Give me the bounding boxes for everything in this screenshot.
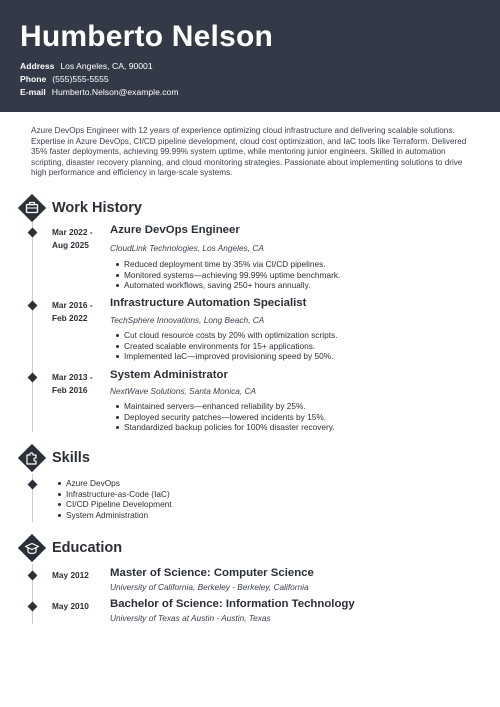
degree-title: Master of Science: Computer Science xyxy=(110,567,314,579)
job-date-end: Feb 2016 xyxy=(52,385,88,395)
list-item: Monitored systems—achieving 99.99% uptime benchmark. xyxy=(114,270,340,281)
address-label: Address xyxy=(20,61,55,71)
address-value: Los Angeles, CA, 90001 xyxy=(60,61,153,71)
list-item: Created scalable environments for 15+ applications. xyxy=(114,341,338,352)
puzzle-icon xyxy=(16,442,48,474)
job-date-start: Mar 2022 - xyxy=(52,227,93,237)
list-item: Deployed security patches—lowered incidents by 15%. xyxy=(114,412,335,423)
job-bullets xyxy=(114,330,338,362)
email-label: E-mail xyxy=(20,87,46,97)
graduation-cap-icon xyxy=(16,532,48,564)
list-item: System Administration xyxy=(56,510,172,521)
list-item: Automated workflows, saving 250+ hours annually. xyxy=(114,280,340,291)
skills-title: Skills xyxy=(52,450,90,466)
timeline-marker xyxy=(27,480,37,490)
education-date: May 2010 xyxy=(52,601,89,611)
list-item: Reduced deployment time by 35% via CI/CD pipelines. xyxy=(114,259,340,270)
contact-email xyxy=(20,87,179,97)
timeline-marker xyxy=(27,373,37,383)
job-bullets xyxy=(114,259,340,291)
briefcase-icon xyxy=(16,192,48,224)
timeline-marker xyxy=(27,228,37,238)
job-bullets xyxy=(114,401,335,433)
list-item: Standardized backup policies for 100% disaster recovery. xyxy=(114,422,335,433)
job-date-start: Mar 2016 - xyxy=(52,300,93,310)
list-item: Maintained servers—enhanced reliability by 25%. xyxy=(114,401,335,412)
job-company: NextWave Solutions, Santa Monica, CA xyxy=(110,386,257,396)
list-item: Cut cloud resource costs by 20% with optimization scripts. xyxy=(114,330,338,341)
contact-address xyxy=(20,61,153,71)
job-company: CloudLink Technologies, Los Angeles, CA xyxy=(110,243,264,253)
resume-header xyxy=(0,0,500,112)
job-dates xyxy=(52,371,93,397)
education-title: Education xyxy=(52,540,123,556)
job-title: System Administrator xyxy=(110,369,228,381)
job-date-end: Aug 2025 xyxy=(52,240,89,250)
work-history-title: Work History xyxy=(52,200,142,216)
job-company: TechSphere Innovations, Long Beach, CA xyxy=(110,315,265,325)
job-dates xyxy=(52,299,93,325)
degree-title: Bachelor of Science: Information Technology xyxy=(110,598,355,610)
job-dates xyxy=(52,226,93,252)
timeline-line-work xyxy=(32,222,33,432)
education-date: May 2012 xyxy=(52,570,89,580)
timeline-marker xyxy=(27,602,37,612)
phone-label: Phone xyxy=(20,74,47,84)
job-title: Azure DevOps Engineer xyxy=(110,224,240,236)
list-item: Infrastructure-as-Code (IaC) xyxy=(56,489,172,500)
timeline-marker xyxy=(27,571,37,581)
job-title: Infrastructure Automation Specialist xyxy=(110,297,307,309)
job-date-start: Mar 2013 - xyxy=(52,372,93,382)
list-item: Implemented IaC—improved provisioning speed by 50%. xyxy=(114,351,338,362)
email-value: Humberto.Nelson@example.com xyxy=(51,87,179,97)
list-item: Azure DevOps xyxy=(56,478,172,489)
list-item: CI/CD Pipeline Development xyxy=(56,499,172,510)
timeline-marker xyxy=(27,301,37,311)
phone-value: (555)555-5555 xyxy=(52,74,109,84)
professional-summary: Azure DevOps Engineer with 12 years of experience optimizing cloud infrastructure and delivering scalable solutions. Expertise in Azure DevOps, CI/CD pipeline development, cloud cost optimization, and IaC tools like Terraform. Delivered 35% faster deployments, achieving 99.99% system uptime, while mentoring junior engineers. Skilled in automation scripting, disaster recovery planning, and cloud monitoring strategies. Passionate about implementing solutions to drive high performance and efficiency in large-scale systems. xyxy=(31,126,467,178)
contact-phone xyxy=(20,74,109,84)
school-name: University of California, Berkeley - Berkeley, California xyxy=(110,582,309,592)
job-date-end: Feb 2022 xyxy=(52,313,88,323)
school-name: University of Texas at Austin - Austin, Texas xyxy=(110,613,271,623)
candidate-name: Humberto Nelson xyxy=(20,20,274,53)
skills-list xyxy=(56,478,172,520)
